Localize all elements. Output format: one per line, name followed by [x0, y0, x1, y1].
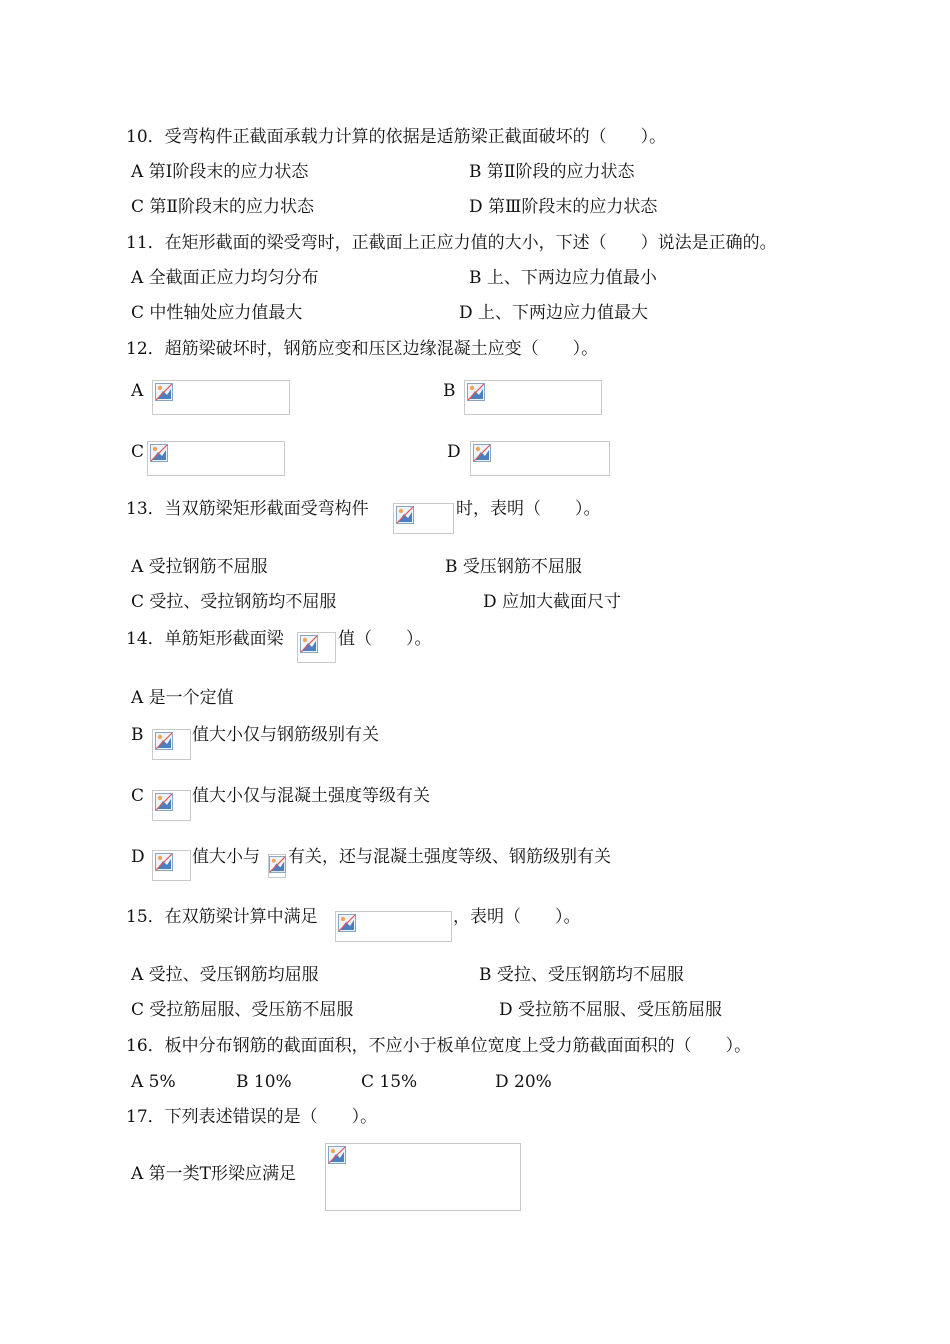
q15-option-d: D 受拉筋不屈服、受压筋屈服 [499, 1000, 723, 1020]
q10-option-a: A 第Ⅰ阶段末的应力状态 [131, 162, 309, 182]
q12-option-c-image [147, 441, 285, 476]
q12-option-b-label: B [443, 381, 456, 401]
broken-image-icon [396, 506, 414, 524]
broken-image-icon [473, 444, 491, 462]
q10-option-b: B 第Ⅱ阶段的应力状态 [469, 162, 635, 182]
broken-image-icon [338, 914, 356, 932]
q12-option-c-label: C [131, 442, 145, 462]
q11-stem: 11．在矩形截面的梁受弯时，正截面上正应力值的大小，下述（ ）说法是正确的。 [126, 233, 777, 253]
broken-image-icon [269, 856, 286, 873]
q14-option-d-image [152, 850, 191, 881]
q14-option-c-label: C [131, 786, 145, 806]
broken-image-icon [150, 444, 168, 462]
q14-option-b-text: 值大小仅与钢筋级别有关 [192, 725, 379, 745]
q12-option-d-label: D [447, 442, 461, 462]
broken-image-icon [155, 853, 173, 871]
broken-image-icon [328, 1146, 346, 1164]
q13-option-d: D 应加大截面尺寸 [483, 592, 622, 612]
broken-image-icon [155, 732, 173, 750]
q13-stem-start: 13．当双筋梁矩形截面受弯构件 [126, 499, 369, 519]
q16-option-c: C 15% [361, 1072, 418, 1092]
q16-option-a: A 5% [131, 1072, 176, 1092]
q10-option-c: C 第Ⅱ阶段末的应力状态 [131, 197, 314, 217]
q14-option-c-text: 值大小仅与混凝土强度等级有关 [192, 786, 430, 806]
q14-option-b-label: B [131, 725, 144, 745]
q17-formula-image [325, 1143, 521, 1211]
q17-option-a: A 第一类T形梁应满足 [131, 1164, 297, 1184]
q10-option-d: D 第Ⅲ阶段末的应力状态 [469, 197, 658, 217]
q13-option-a: A 受拉钢筋不屈服 [131, 557, 268, 577]
q13-stem-end: 时，表明（ ）。 [456, 499, 601, 519]
q15-option-b: B 受拉、受压钢筋均不屈服 [479, 965, 684, 985]
q11-option-b: B 上、下两边应力值最小 [469, 268, 657, 288]
broken-image-icon [155, 383, 173, 401]
broken-image-icon [300, 635, 318, 653]
q11-option-c: C 中性轴处应力值最大 [131, 303, 303, 323]
broken-image-icon [467, 383, 485, 401]
q14-option-b-image [152, 729, 191, 760]
q10-stem: 10．受弯构件正截面承载力计算的依据是适筋梁正截面破坏的（ ）。 [126, 127, 667, 147]
q14-formula-image [297, 632, 336, 663]
q15-stem-end: ，表明（ ）。 [453, 907, 581, 927]
q16-option-d: D 20% [495, 1072, 552, 1092]
q15-option-c: C 受拉筋屈服、受压筋不屈服 [131, 1000, 354, 1020]
q12-option-b-image [464, 380, 602, 415]
q17-stem: 17．下列表述错误的是（ ）。 [126, 1107, 378, 1127]
q15-stem-start: 15．在双筋梁计算中满足 [126, 907, 318, 927]
q15-formula-image [335, 911, 452, 942]
q12-option-a-label: A [131, 381, 144, 401]
q12-stem: 12．超筋梁破坏时，钢筋应变和压区边缘混凝土应变（ ）。 [126, 339, 599, 359]
q13-option-c: C 受拉、受拉钢筋均不屈服 [131, 592, 337, 612]
q13-option-b: B 受压钢筋不屈服 [445, 557, 582, 577]
q14-option-d-text-2: 有关，还与混凝土强度等级、钢筋级别有关 [288, 847, 611, 867]
q14-option-d-text-1: 值大小与 [192, 847, 260, 867]
q12-option-a-image [152, 380, 290, 415]
q14-option-a: A 是一个定值 [131, 688, 234, 708]
q12-option-d-image [470, 441, 610, 476]
q16-option-b: B 10% [236, 1072, 292, 1092]
q11-option-d: D 上、下两边应力值最大 [459, 303, 649, 323]
q14-option-d-label: D [131, 847, 145, 867]
q15-option-a: A 受拉、受压钢筋均屈服 [131, 965, 319, 985]
q14-stem-start: 14．单筋矩形截面梁 [126, 629, 284, 649]
q11-option-a: A 全截面正应力均匀分布 [131, 268, 319, 288]
q14-stem-end: 值（ ）。 [338, 629, 432, 649]
q14-option-c-image [152, 790, 191, 821]
broken-image-icon [155, 793, 173, 811]
q14-option-d-inline-image [268, 854, 286, 878]
q16-stem: 16．板中分布钢筋的截面面积，不应小于板单位宽度上受力筋截面面积的（ ）。 [126, 1036, 752, 1056]
q13-formula-image [393, 503, 454, 534]
